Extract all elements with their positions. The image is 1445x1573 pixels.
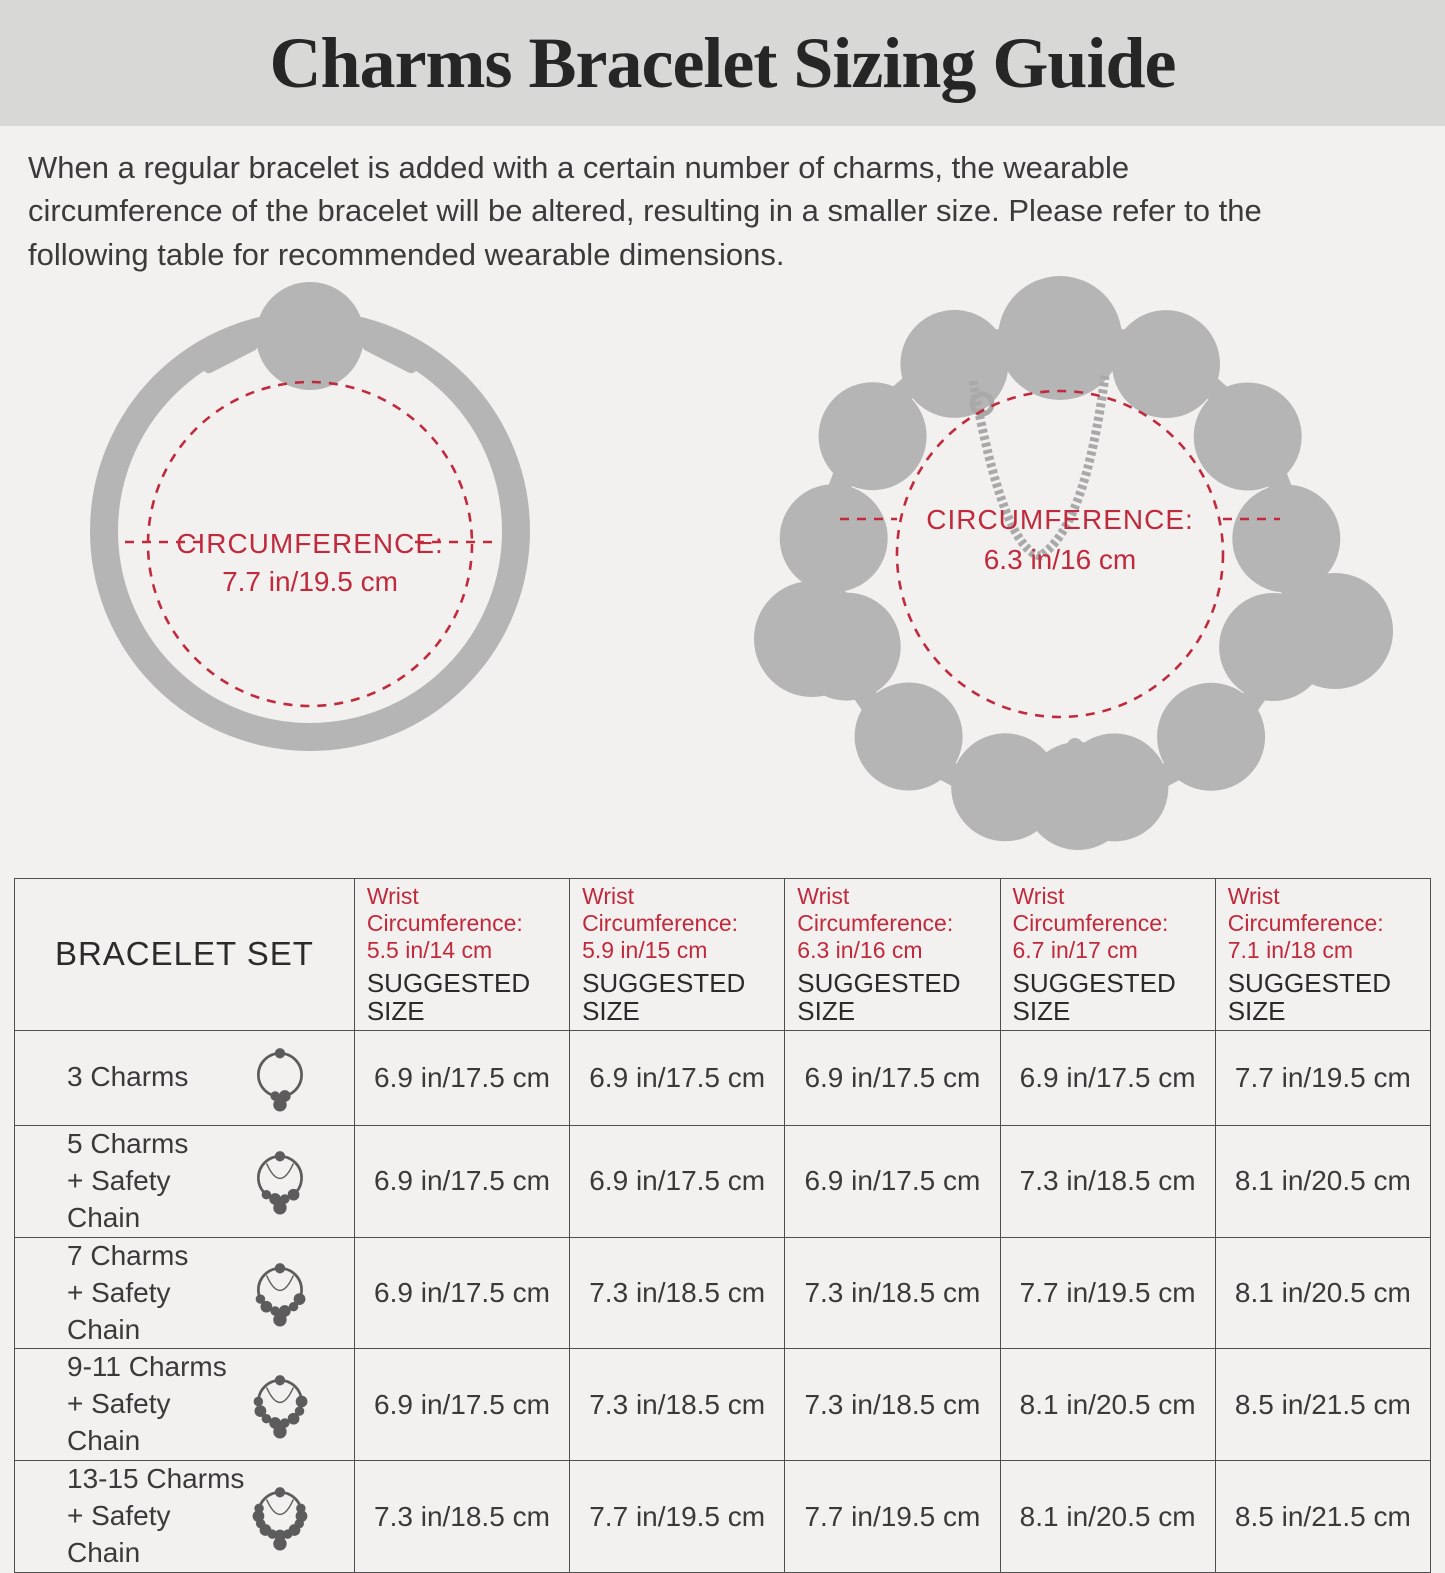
suggested-size-cell: 7.7 in/19.5 cm <box>1000 1237 1215 1349</box>
suggested-size-cell: 6.9 in/17.5 cm <box>354 1030 569 1125</box>
bracelet-set-label: 9-11 Charms + Safety Chain <box>67 1351 227 1457</box>
wrist-circumference-size: 5.5 in/14 cm <box>366 937 493 964</box>
suggested-size-cell: 7.3 in/18.5 cm <box>785 1349 1000 1461</box>
table-body <box>15 1030 1431 1572</box>
bracelet-set-header: BRACELET SET <box>15 879 355 1031</box>
bracelet-set-label: 5 Charms + Safety Chain <box>67 1127 189 1233</box>
suggested-size-cell: 8.1 in/20.5 cm <box>1000 1349 1215 1461</box>
suggested-size-cell: 6.9 in/17.5 cm <box>785 1030 1000 1125</box>
bracelet-7-charms-safety-chain-icon <box>246 1258 316 1328</box>
wrist-circumference-label: Wrist Circumference: <box>797 883 954 937</box>
dangle-charm-left <box>754 581 870 697</box>
bracelet-13-15-charms-safety-chain-icon <box>246 1482 316 1552</box>
suggested-size-cell: 6.9 in/17.5 cm <box>570 1030 785 1125</box>
suggested-size-cell: 6.9 in/17.5 cm <box>1000 1030 1215 1125</box>
wrist-circumference-label: Wrist Circumference: <box>1227 883 1384 937</box>
circumference-value: 7.7 in/19.5 cm <box>222 566 398 598</box>
circumference-value: 6.3 in/16 cm <box>983 544 1137 576</box>
intro-paragraph <box>28 146 1417 276</box>
suggested-size-label: SUGGESTED SIZE <box>582 967 746 1027</box>
wrist-circumference-label: Wrist Circumference: <box>1012 883 1169 937</box>
wrist-circumference-label: Wrist Circumference: <box>582 883 738 937</box>
intro-line: circumference of the bracelet will be altered, resulting in a smaller size. Please refer to the <box>28 193 1262 229</box>
intro-line: When a regular bracelet is added with a certain number of charms, the wearable <box>28 150 1130 185</box>
suggested-size-cell: 8.1 in/20.5 cm <box>1000 1461 1215 1573</box>
sizing-table <box>14 878 1431 1573</box>
bracelet-set-cell <box>15 1349 355 1461</box>
circumference-label: CIRCUMFERENCE: <box>926 504 1194 536</box>
suggested-size-cell: 6.9 in/17.5 cm <box>354 1349 569 1461</box>
clasp-bead <box>256 282 364 390</box>
suggested-size-cell: 7.3 in/18.5 cm <box>570 1349 785 1461</box>
suggested-size-label: SUGGESTED SIZE <box>366 967 531 1027</box>
table-header-row <box>15 879 1431 1031</box>
wrist-circumference-size: 5.9 in/15 cm <box>582 937 708 964</box>
suggested-size-label: SUGGESTED SIZE <box>1012 967 1176 1027</box>
suggested-size-cell: 8.1 in/20.5 cm <box>1215 1237 1430 1349</box>
suggested-size-cell: 8.1 in/20.5 cm <box>1215 1125 1430 1237</box>
suggested-size-cell: 8.5 in/21.5 cm <box>1215 1349 1430 1461</box>
suggested-size-label: SUGGESTED SIZE <box>1227 967 1391 1027</box>
suggested-size-cell: 7.7 in/19.5 cm <box>1215 1030 1430 1125</box>
wrist-circumference-size: 6.7 in/17 cm <box>1012 937 1138 964</box>
table-row <box>15 1461 1431 1573</box>
suggested-size-cell: 7.7 in/19.5 cm <box>570 1461 785 1573</box>
bracelet-set-cell <box>15 1030 355 1125</box>
suggested-size-cell: 7.3 in/18.5 cm <box>354 1461 569 1573</box>
bracelet-set-cell <box>15 1461 355 1573</box>
page-title: Charms Bracelet Sizing Guide <box>269 22 1176 103</box>
table-row <box>15 1237 1431 1349</box>
charm-bracelet-diagram <box>735 276 1400 866</box>
bracelet-5-charms-safety-chain-icon <box>246 1146 316 1216</box>
column-header <box>785 879 1000 1031</box>
intro-line: following table for recommended wearable dimensions. <box>28 236 785 272</box>
suggested-size-cell: 7.3 in/18.5 cm <box>1000 1125 1215 1237</box>
suggested-size-cell: 7.3 in/18.5 cm <box>570 1237 785 1349</box>
bracelet-set-cell <box>15 1237 355 1349</box>
bracelet-3-charms-icon <box>246 1043 316 1113</box>
wrist-circumference-size: 6.3 in/16 cm <box>797 937 923 964</box>
suggested-size-cell: 8.5 in/21.5 cm <box>1215 1461 1430 1573</box>
column-header <box>570 879 785 1031</box>
plain-bracelet-diagram <box>55 276 575 756</box>
diagrams-section <box>0 276 1445 878</box>
bracelet-9-11-charms-safety-chain-icon <box>246 1370 316 1440</box>
suggested-size-cell: 7.3 in/18.5 cm <box>785 1237 1000 1349</box>
title-banner <box>0 0 1445 126</box>
table-row <box>15 1125 1431 1237</box>
column-header <box>1000 879 1215 1031</box>
bracelet-set-label: 7 Charms + Safety Chain <box>67 1239 189 1345</box>
circumference-label: CIRCUMFERENCE: <box>176 528 444 560</box>
dangle-charm-right <box>1277 573 1393 689</box>
bracelet-set-cell <box>15 1125 355 1237</box>
suggested-size-cell: 6.9 in/17.5 cm <box>354 1237 569 1349</box>
suggested-size-cell: 6.9 in/17.5 cm <box>570 1125 785 1237</box>
suggested-size-cell: 6.9 in/17.5 cm <box>785 1125 1000 1237</box>
column-header <box>354 879 569 1031</box>
suggested-size-cell: 7.7 in/19.5 cm <box>785 1461 1000 1573</box>
table-row <box>15 1349 1431 1461</box>
dangle-charm-bottom <box>1024 742 1132 850</box>
table-row <box>15 1030 1431 1125</box>
bracelet-set-label: 3 Charms <box>67 1061 189 1093</box>
wrist-circumference-label: Wrist Circumference: <box>366 883 523 937</box>
suggested-size-label: SUGGESTED SIZE <box>797 967 961 1027</box>
suggested-size-cell: 6.9 in/17.5 cm <box>354 1125 569 1237</box>
column-header <box>1215 879 1430 1031</box>
wrist-circumference-size: 7.1 in/18 cm <box>1227 937 1354 964</box>
bracelet-set-label: 13-15 Charms + Safety Chain <box>67 1463 245 1569</box>
